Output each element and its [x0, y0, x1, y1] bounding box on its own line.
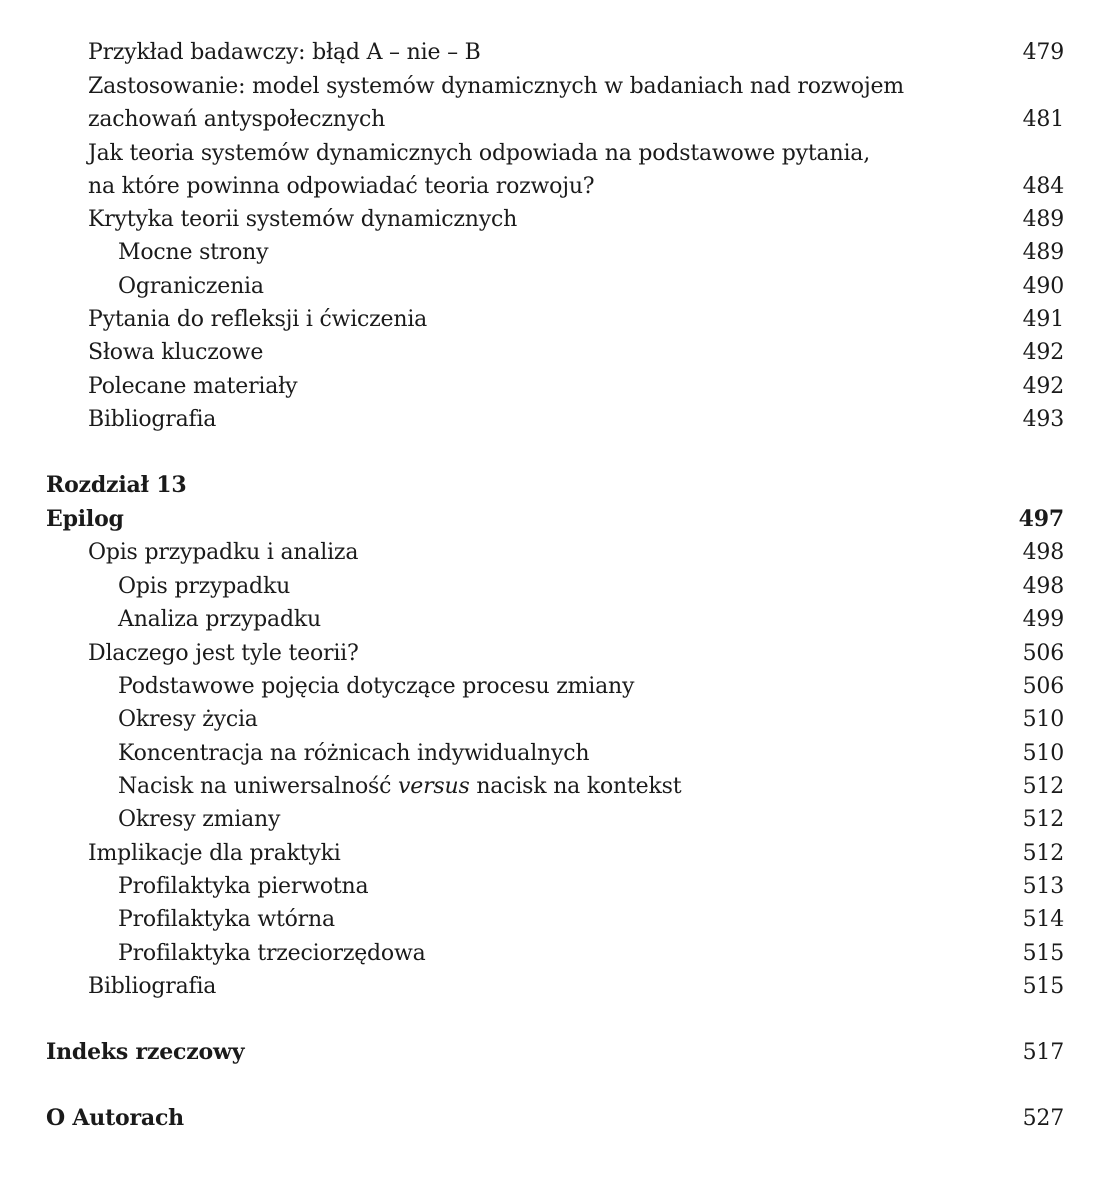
- toc-entry-title-line: Polecane materiały: [88, 374, 298, 399]
- toc-entry: [0, 1036, 1106, 1069]
- toc-entry-title: [118, 570, 290, 603]
- toc-entry-page-number: 506: [1022, 641, 1064, 666]
- toc-entry-title-line: Okresy zmiany: [118, 807, 281, 832]
- toc-entry: [0, 70, 1106, 136]
- toc-entry: [0, 469, 1106, 502]
- toc-entry: [0, 503, 1106, 536]
- toc-entry: [0, 970, 1106, 1003]
- toc-entry-title-line: Dlaczego jest tyle teorii?: [88, 641, 359, 666]
- toc-entry-page-number: 489: [1022, 240, 1064, 265]
- toc-entry-title-line: Indeks rzeczowy: [46, 1039, 245, 1065]
- toc-entry-title-line: Krytyka teorii systemów dynamicznych: [88, 207, 518, 232]
- toc-entry-title: [88, 970, 216, 1003]
- toc-entry: [0, 903, 1106, 936]
- toc-entry: [0, 870, 1106, 903]
- toc-entry-title: [118, 770, 681, 803]
- toc-entry-title: [46, 1102, 184, 1135]
- toc-entry-title: [88, 370, 297, 403]
- toc-entry: [0, 770, 1106, 803]
- toc-entry-title: [118, 803, 280, 836]
- toc-entry-title: [118, 703, 258, 736]
- toc-entry-page-number: 515: [1022, 974, 1064, 999]
- toc-entry-page-number: 492: [1022, 374, 1064, 399]
- toc-entry-title-line: Analiza przypadku: [118, 607, 321, 632]
- toc-entry-title: [88, 536, 358, 569]
- toc-entry-page-number: 510: [1022, 707, 1064, 732]
- toc-entry-page-number: 506: [1022, 674, 1064, 699]
- toc-entry-page-number: 515: [1022, 941, 1064, 966]
- toc-entry: [0, 370, 1106, 403]
- toc-entry-page-number: 514: [1022, 907, 1064, 932]
- toc-entry-title-line: Nacisk na uniwersalność versus nacisk na kontekst: [118, 774, 682, 799]
- toc-entry-page-number: 484: [1022, 174, 1064, 199]
- toc-entry-page-number: 497: [1018, 506, 1064, 532]
- toc-entry-title: [118, 737, 589, 770]
- toc-entry-page-number: 513: [1022, 874, 1064, 899]
- toc-entry: [0, 303, 1106, 336]
- toc-entry: [0, 603, 1106, 636]
- toc-entry-title-line: Pytania do refleksji i ćwiczenia: [88, 307, 428, 332]
- toc-entry-page-number: 499: [1022, 607, 1064, 632]
- toc-entry-title-line: Jak teoria systemów dynamicznych odpowiada na podstawowe pytania,: [88, 141, 870, 166]
- toc-entry-title-line: zachowań antyspołecznych: [88, 107, 386, 132]
- toc-entry: [0, 236, 1106, 269]
- toc-entry-title-line: Słowa kluczowe: [88, 340, 264, 365]
- toc-entry-title-line: Opis przypadku i analiza: [88, 540, 359, 565]
- toc-entry-title: [118, 937, 426, 970]
- toc-entry: [0, 536, 1106, 569]
- toc-entry: [0, 703, 1106, 736]
- toc-entry: [0, 670, 1106, 703]
- toc-entry-title-line: Profilaktyka wtórna: [118, 907, 335, 932]
- toc-entry-title-line: Okresy życia: [118, 707, 258, 732]
- toc-entry: [0, 837, 1106, 870]
- toc-entry-title-line: Bibliografia: [88, 974, 217, 999]
- toc-entry-title-line: Ograniczenia: [118, 274, 264, 299]
- toc-entry-title: [88, 36, 481, 69]
- toc-entry-title: [46, 469, 186, 502]
- toc-entry-page-number: 492: [1022, 340, 1064, 365]
- toc-entry-page-number: 510: [1022, 741, 1064, 766]
- toc-entry-title: [88, 837, 341, 870]
- toc-entry-title-line: Podstawowe pojęcia dotyczące procesu zmiany: [118, 674, 635, 699]
- toc-entry: [0, 1102, 1106, 1135]
- toc-entry-page-number: 481: [1022, 107, 1064, 132]
- toc-entry-title: [46, 503, 124, 536]
- toc-entry: [0, 937, 1106, 970]
- toc-entry-title: [88, 203, 517, 236]
- toc-entry-page-number: 498: [1022, 574, 1064, 599]
- toc-entry: [0, 137, 1106, 203]
- toc-entry-title-line: Mocne strony: [118, 240, 269, 265]
- toc-entry-title-line: Koncentracja na różnicach indywidualnych: [118, 741, 590, 766]
- toc-entry-page-number: 490: [1022, 274, 1064, 299]
- toc-entry-page-number: 512: [1022, 774, 1064, 799]
- toc-entry-title-line: na które powinna odpowiadać teoria rozwoju?: [88, 174, 595, 199]
- toc-entry-page-number: 517: [1022, 1040, 1064, 1065]
- toc-entry-title: [118, 903, 335, 936]
- toc-entry-title-line: Przykład badawczy: błąd A – nie – B: [88, 40, 481, 65]
- toc-entry-title-line: Bibliografia: [88, 407, 217, 432]
- toc-entry: [0, 270, 1106, 303]
- toc-entry-title: [88, 137, 870, 203]
- toc-entry-title: [118, 870, 368, 903]
- toc-entry-title-line: O Autorach: [46, 1105, 184, 1131]
- toc-entry: [0, 637, 1106, 670]
- toc-entry-page-number: 512: [1022, 841, 1064, 866]
- toc-entry-title: [88, 403, 216, 436]
- toc-entry-title-line: Zastosowanie: model systemów dynamicznych w badaniach nad rozwojem: [88, 74, 904, 99]
- toc-entry: [0, 36, 1106, 69]
- toc-entry-title-line: Rozdział 13: [46, 472, 187, 498]
- toc-entry-title-line: Implikacje dla praktyki: [88, 841, 341, 866]
- toc-entry: [0, 803, 1106, 836]
- toc-entry-title: [88, 303, 427, 336]
- toc-entry-title: [118, 670, 634, 703]
- toc-entry: [0, 203, 1106, 236]
- toc-entry-title-line: Epilog: [46, 506, 124, 532]
- toc-entry-page-number: 512: [1022, 807, 1064, 832]
- toc-entry-page-number: 493: [1022, 407, 1064, 432]
- toc-entry: [0, 336, 1106, 369]
- toc-entry-title: [118, 603, 321, 636]
- toc-entry: [0, 570, 1106, 603]
- toc-entry: [0, 403, 1106, 436]
- toc-entry-title-line: Opis przypadku: [118, 574, 291, 599]
- toc-entry-title: [46, 1036, 244, 1069]
- toc-entry-page-number: 489: [1022, 207, 1064, 232]
- toc-entry: [0, 737, 1106, 770]
- toc-entry-title: [88, 637, 359, 670]
- toc-entry-title: [88, 336, 263, 369]
- toc-entry-title: [118, 270, 264, 303]
- toc-entry-title: [118, 236, 268, 269]
- toc-entry-page-number: 479: [1022, 40, 1064, 65]
- toc-entry-title-line: Profilaktyka trzeciorzędowa: [118, 941, 426, 966]
- toc-entry-italic-word: versus: [398, 774, 470, 799]
- toc-entry-page-number: 491: [1022, 307, 1064, 332]
- toc-entry-page-number: 498: [1022, 540, 1064, 565]
- toc-entry-title-line: Profilaktyka pierwotna: [118, 874, 369, 899]
- toc-entry-page-number: 527: [1022, 1106, 1064, 1131]
- toc-entry-title: [88, 70, 904, 136]
